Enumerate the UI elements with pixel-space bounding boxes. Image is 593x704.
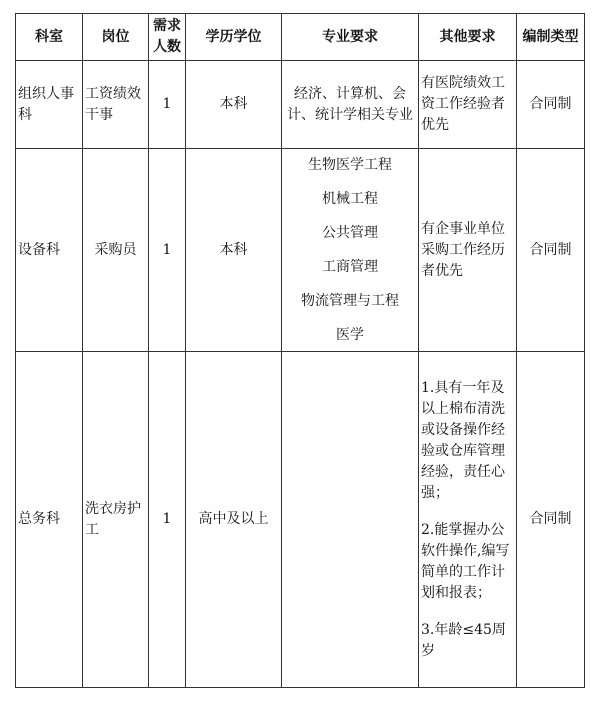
cell-post: 洗衣房护工 (83, 352, 149, 688)
header-edu: 学历学位 (186, 14, 282, 61)
cell-edu: 本科 (186, 61, 282, 149)
header-row (16, 14, 585, 61)
cell-post: 采购员 (83, 149, 149, 352)
header-type: 编制类型 (517, 14, 585, 61)
header-dept: 科室 (16, 14, 83, 61)
cell-type: 合同制 (517, 149, 585, 352)
cell-dept: 总务科 (16, 352, 83, 688)
cell-post: 工资绩效干事 (83, 61, 149, 149)
cell-type: 合同制 (517, 352, 585, 688)
cell-count: 1 (149, 352, 186, 688)
recruitment-table (15, 13, 585, 688)
cell-major: 经济、计算机、会计、统计学相关专业 (282, 61, 419, 149)
cell-edu: 本科 (186, 149, 282, 352)
header-count: 需求人数 (149, 14, 186, 61)
cell-count: 1 (149, 149, 186, 352)
table-row (16, 149, 585, 352)
cell-other: 有医院绩效工资工作经验者优先 (419, 61, 517, 149)
cell-other-list (419, 352, 517, 688)
major-item: 医学 (336, 326, 364, 343)
cell-other: 有企事业单位采购工作经历者优先 (419, 149, 517, 352)
table-row (16, 61, 585, 149)
cell-edu: 高中及以上 (186, 352, 282, 688)
requirement-item: 2.能掌握办公软件操作,编写简单的工作计划和报表； (421, 521, 510, 601)
cell-major (282, 352, 419, 688)
cell-major-list (282, 149, 419, 352)
major-item: 公共管理 (322, 224, 378, 241)
major-item: 生物医学工程 (308, 156, 392, 173)
major-item: 工商管理 (322, 258, 378, 275)
header-major: 专业要求 (282, 14, 419, 61)
table-row (16, 352, 585, 688)
header-post: 岗位 (83, 14, 149, 61)
cell-dept: 组织人事科 (16, 61, 83, 149)
cell-dept: 设备科 (16, 149, 83, 352)
requirement-item: 3.年龄≤45周岁 (421, 621, 506, 659)
cell-count: 1 (149, 61, 186, 149)
header-other: 其他要求 (419, 14, 517, 61)
requirement-item: 1.具有一年及以上棉布清洗或设备操作经验或仓库管理经验，责任心强； (421, 379, 505, 501)
major-item: 物流管理与工程 (301, 292, 399, 309)
major-item: 机械工程 (322, 190, 378, 207)
cell-type: 合同制 (517, 61, 585, 149)
